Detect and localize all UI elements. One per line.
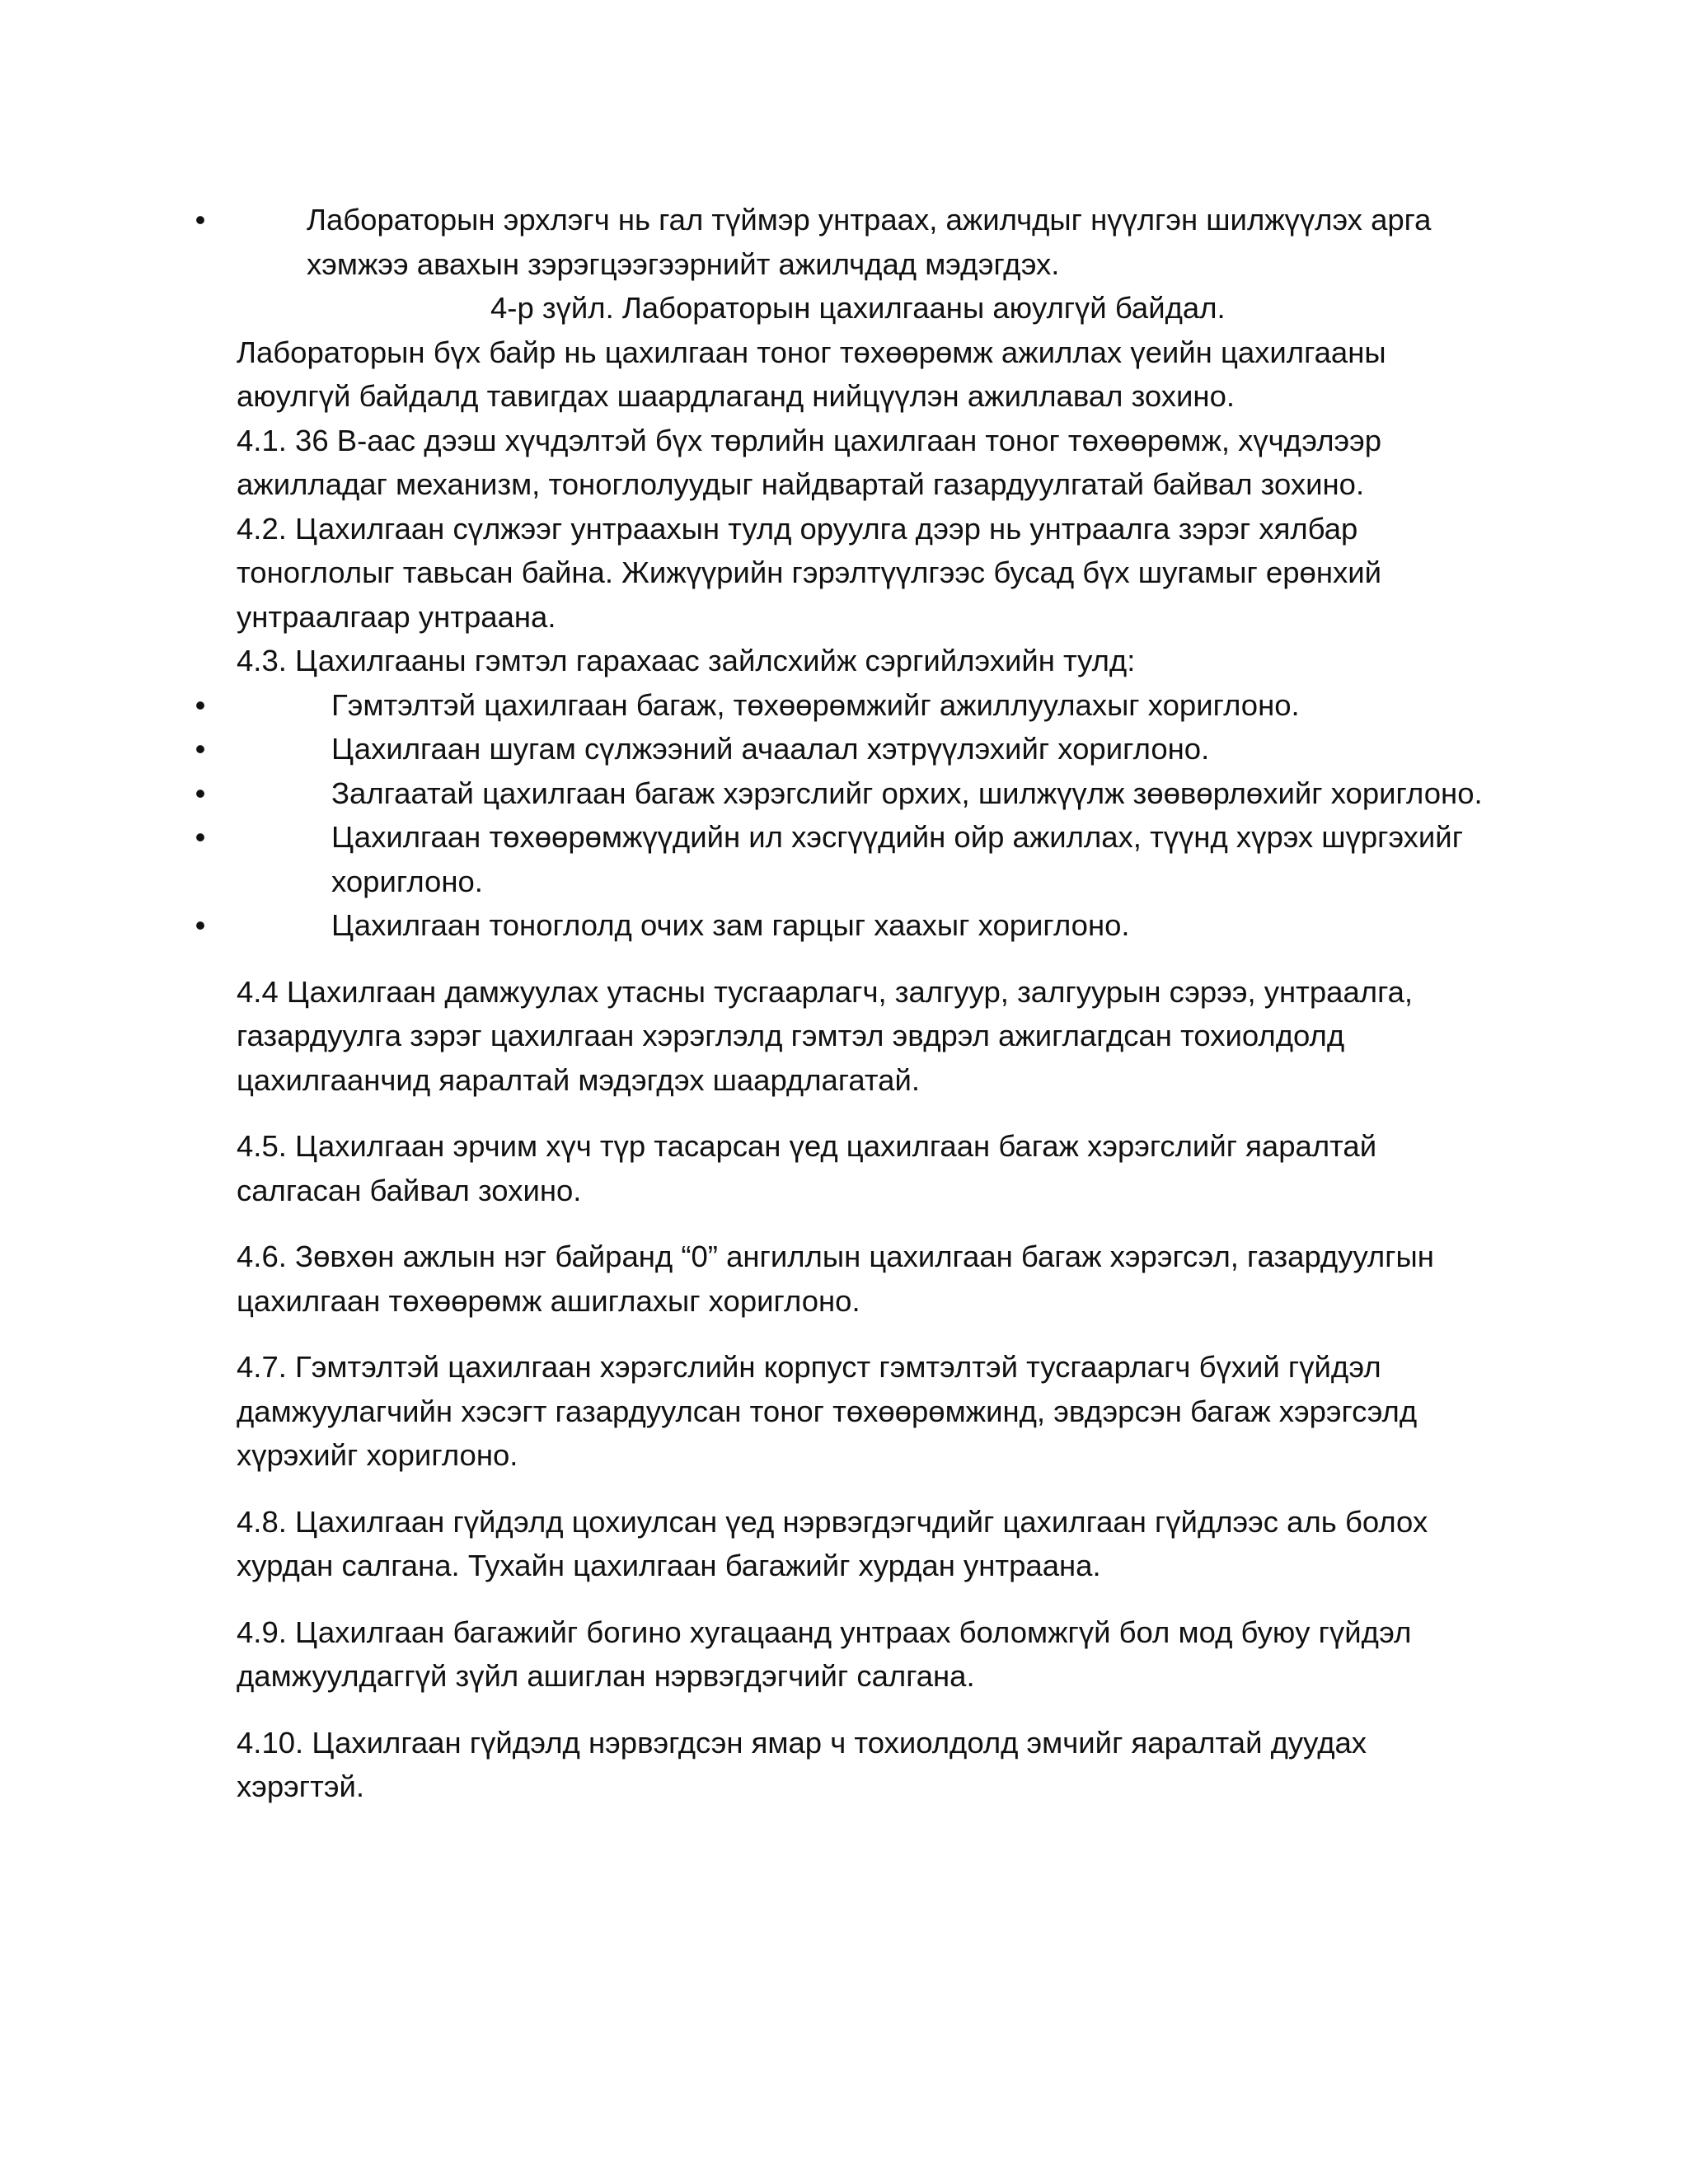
bullet-icon: • [195, 908, 206, 942]
list-item [195, 771, 1489, 816]
paragraph-4-7: 4.7. Гэмтэлтэй цахилгаан хэрэгслийн корпуст гэмтэлтэй тусгаарлагч бүхий гүйдэл дамжуулагчийн хэсэгт газардуулсан тоног төхөөрөмжинд, эвдэрсэн багаж хэрэгсэлд хүрэхийг хориглоно. [237, 1350, 1418, 1472]
bullet-icon: • [195, 203, 206, 237]
list-item-text: Гэмтэлтэй цахилгаан багаж, төхөөрөмжийг ажиллуулахыг хориглоно. [331, 687, 1300, 722]
paragraph-4-6: 4.6. Зөвхөн ажлын нэг байранд “0” ангиллын цахилгаан багаж хэрэгсэл, газардуулгын цахилгаан төхөөрөмж ашиглахыг хориглоно. [237, 1240, 1434, 1318]
paragraph-4-8: 4.8. Цахилгаан гүйдэлд цохиулсан үед нэрвэгдэгчдийг цахилгаан гүйдлээс аль болох хурдан салгана. Тухайн цахилгаан багажийг хурдан унтраана. [237, 1504, 1428, 1582]
intro-bullet-list [195, 198, 1489, 286]
bullet-icon: • [195, 820, 206, 854]
list-item-text: Цахилгаан тоноглолд очих зам гарцыг хаахыг хориглоно. [331, 908, 1130, 942]
list-item-text: Лабораторын эрхлэгч нь гал түймэр унтраах, ажилчдыг нүүлгэн шилжүүлэх арга хэмжээ авахын зэрэгцээгээрнийт ажилчдад мэдэгдэх. [307, 203, 1432, 281]
paragraph-4-1: 4.1. 36 В-аас дээш хүчдэлтэй бүх төрлийн цахилгаан тоног төхөөрөмж, хүчдэлээр ажилладаг механизм, тоноглолуудыг найдвартай газардуулгатай байвал зохино. [237, 423, 1382, 501]
list-item-text: Цахилгаан төхөөрөмжүүдийн ил хэсгүүдийн ойр ажиллах, түүнд хүрэх шүргэхийг хориглоно. [331, 820, 1464, 898]
paragraph-4-5: 4.5. Цахилгаан эрчим хүч түр тасарсан үед цахилгаан багаж хэрэгслийг яаралтай салгасан байвал зохино. [237, 1129, 1377, 1207]
bullet-icon: • [195, 687, 206, 722]
prohibition-bullet-list [195, 683, 1489, 948]
list-item-text: Цахилгаан шугам сүлжээний ачаалал хэтрүүлэхийг хориглоно. [331, 732, 1210, 766]
paragraph-4-9: 4.9. Цахилгаан багажийг богино хугацаанд унтраах боломжгүй бол мод буюу гүйдэл дамжуулдаггүй зүйл ашиглан нэрвэгдэгчийг салгана. [237, 1615, 1412, 1693]
list-item [195, 198, 1489, 286]
paragraph-4-10: 4.10. Цахилгаан гүйдэлд нэрвэгдсэн ямар ч тохиолдолд эмчийг яаралтай дуудах хэрэгтэй. [237, 1725, 1367, 1803]
list-item [195, 903, 1489, 948]
list-item [195, 683, 1489, 728]
paragraph-4-2: 4.2. Цахилгаан сүлжээг унтраахын тулд оруулга дээр нь унтраалга зэрэг хялбар тоноглолыг тавьсан байна. Жижүүрийн гэрэлтүүлгээс бусад бүх шугамыг ерөнхий унтраалгаар унтраана. [237, 511, 1382, 634]
document-body [195, 198, 1489, 1809]
section-heading: 4-р зүйл. Лабораторын цахилгааны аюулгүй байдал. [490, 291, 1226, 325]
list-item [195, 727, 1489, 771]
bullet-icon: • [195, 776, 206, 810]
bullet-icon: • [195, 732, 206, 766]
section-intro-paragraph: Лабораторын бүх байр нь цахилгаан тоног төхөөрөмж ажиллах үеийн цахилгааны аюулгүй байдалд тавигдах шаардлаганд нийцүүлэн ажиллавал зохино. [237, 335, 1386, 413]
paragraph-4-4: 4.4 Цахилгаан дамжуулах утасны тусгаарлагч, залгуур, залгуурын сэрээ, унтраалга, газардуулга зэрэг цахилгаан хэрэглэлд гэмтэл эвдрэл ажиглагдсан тохиолдолд цахилгаанчид яаралтай мэдэгдэх шаардлагатай. [237, 974, 1414, 1097]
paragraph-4-3: 4.3. Цахилгааны гэмтэл гарахаас зайлсхийж сэргийлэхийн тулд: [237, 644, 1136, 677]
list-item [195, 815, 1489, 903]
list-item-text: Залгаатай цахилгаан багаж хэрэгслийг орхих, шилжүүлж зөөвөрлөхийг хориглоно. [331, 776, 1483, 810]
